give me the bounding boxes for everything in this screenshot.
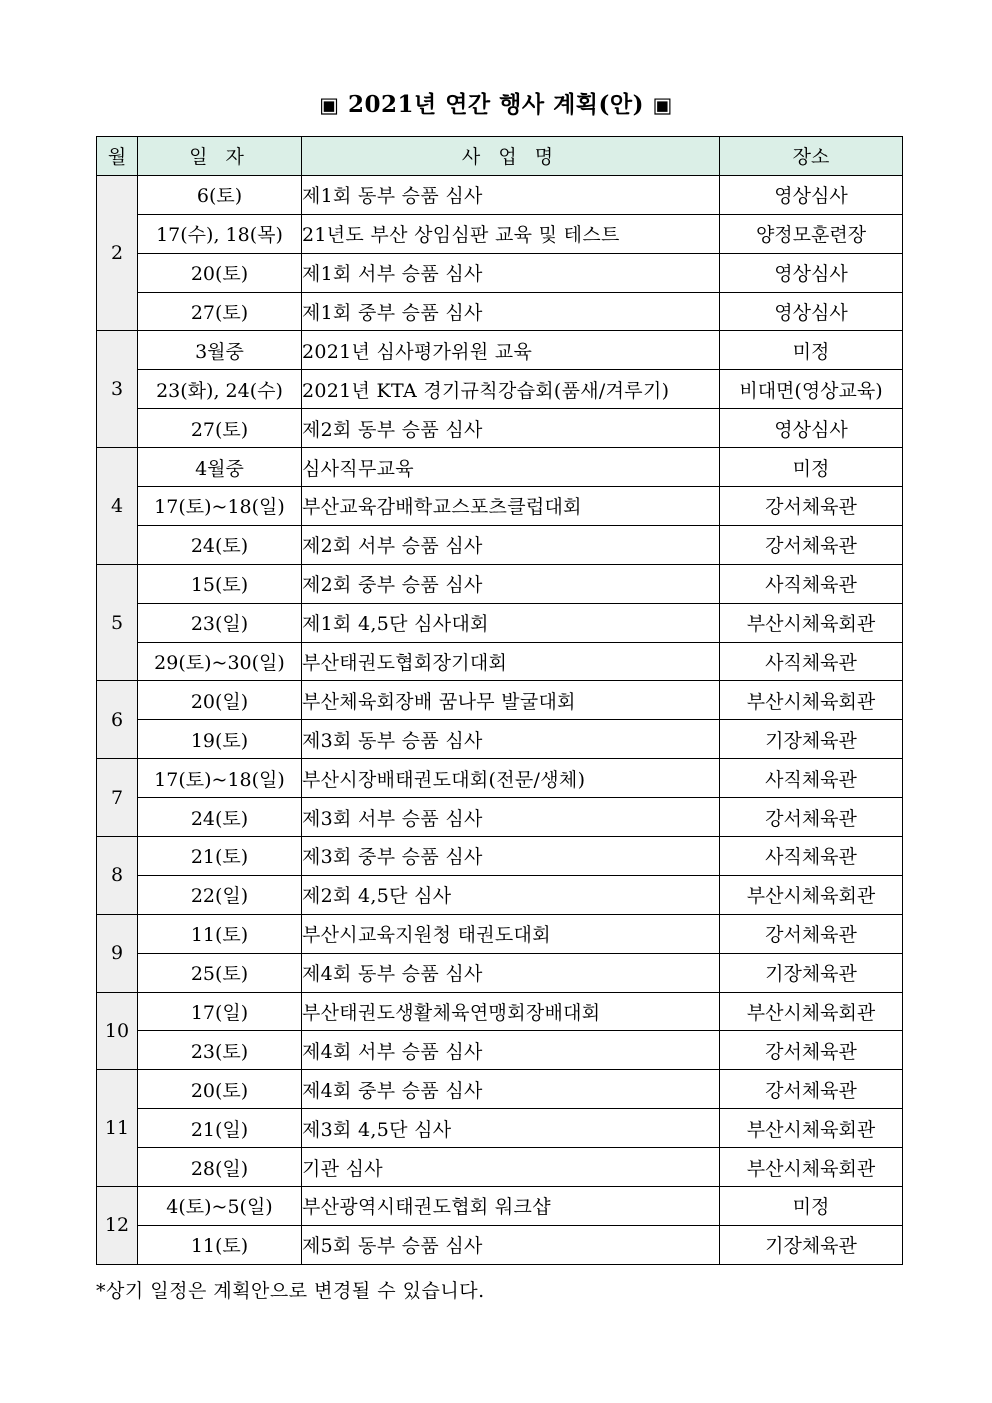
event-cell: 제2회 4,5단 심사 (302, 875, 720, 914)
event-cell: 제1회 중부 승품 심사 (302, 292, 720, 331)
table-row (97, 603, 903, 642)
date-cell: 20(토) (138, 1070, 302, 1109)
event-cell: 기관 심사 (302, 1148, 720, 1187)
table-row (97, 875, 903, 914)
place-cell: 사직체육관 (720, 564, 903, 603)
event-cell: 제4회 동부 승품 심사 (302, 953, 720, 992)
date-cell: 27(토) (138, 292, 302, 331)
header-place: 장소 (720, 137, 903, 176)
date-cell: 4월중 (138, 448, 302, 487)
event-cell: 제1회 4,5단 심사대회 (302, 603, 720, 642)
event-cell: 부산광역시태권도협회 워크샵 (302, 1187, 720, 1226)
place-cell: 강서체육관 (720, 914, 903, 953)
date-cell: 11(토) (138, 1225, 302, 1264)
place-cell: 미정 (720, 331, 903, 370)
event-cell: 21년도 부산 상임심판 교육 및 테스트 (302, 214, 720, 253)
event-cell: 제3회 4,5단 심사 (302, 1109, 720, 1148)
place-cell: 사직체육관 (720, 642, 903, 681)
date-cell: 21(토) (138, 837, 302, 876)
footnote: *상기 일정은 계획안으로 변경될 수 있습니다. (96, 1280, 485, 1302)
event-cell: 제3회 중부 승품 심사 (302, 837, 720, 876)
table-row (97, 759, 903, 798)
date-cell: 20(일) (138, 681, 302, 720)
table-row (97, 487, 903, 526)
table-row (97, 914, 903, 953)
event-cell: 제3회 동부 승품 심사 (302, 720, 720, 759)
table-row (97, 448, 903, 487)
date-cell: 17(일) (138, 992, 302, 1031)
table-row (97, 1070, 903, 1109)
table-row (97, 253, 903, 292)
table-row (97, 1225, 903, 1264)
table-row (97, 331, 903, 370)
title-marker-left: ▣ (319, 93, 340, 117)
event-cell: 제2회 서부 승품 심사 (302, 525, 720, 564)
date-cell: 17(수), 18(목) (138, 214, 302, 253)
event-cell: 제2회 중부 승품 심사 (302, 564, 720, 603)
place-cell: 비대면(영상교육) (720, 370, 903, 409)
month-cell: 12 (97, 1187, 138, 1265)
header-row (97, 137, 903, 176)
table-row (97, 370, 903, 409)
month-cell: 4 (97, 448, 138, 565)
event-cell: 부산시교육지원청 태권도대회 (302, 914, 720, 953)
place-cell: 부산시체육회관 (720, 603, 903, 642)
place-cell: 사직체육관 (720, 837, 903, 876)
table-row (97, 409, 903, 448)
event-cell: 부산태권도생활체육연맹회장배대회 (302, 992, 720, 1031)
header-month: 월 (97, 137, 138, 176)
month-cell: 7 (97, 759, 138, 837)
date-cell: 22(일) (138, 875, 302, 914)
table-row (97, 992, 903, 1031)
table-row (97, 292, 903, 331)
place-cell: 기장체육관 (720, 720, 903, 759)
date-cell: 17(토)~18(일) (138, 759, 302, 798)
month-cell: 9 (97, 914, 138, 992)
header-event: 사 업 명 (302, 137, 720, 176)
month-cell: 10 (97, 992, 138, 1070)
event-cell: 제1회 서부 승품 심사 (302, 253, 720, 292)
place-cell: 부산시체육회관 (720, 1148, 903, 1187)
place-cell: 영상심사 (720, 292, 903, 331)
date-cell: 24(토) (138, 525, 302, 564)
place-cell: 강서체육관 (720, 1070, 903, 1109)
month-cell: 8 (97, 837, 138, 915)
table-row (97, 1109, 903, 1148)
table-row (97, 564, 903, 603)
event-cell: 심사직무교육 (302, 448, 720, 487)
date-cell: 17(토)~18(일) (138, 487, 302, 526)
event-cell: 2021년 심사평가위원 교육 (302, 331, 720, 370)
date-cell: 19(토) (138, 720, 302, 759)
table-row (97, 837, 903, 876)
place-cell: 부산시체육회관 (720, 1109, 903, 1148)
date-cell: 25(토) (138, 953, 302, 992)
table-row (97, 642, 903, 681)
date-cell: 23(토) (138, 1031, 302, 1070)
place-cell: 미정 (720, 448, 903, 487)
place-cell: 강서체육관 (720, 487, 903, 526)
date-cell: 11(토) (138, 914, 302, 953)
place-cell: 영상심사 (720, 175, 903, 214)
date-cell: 23(일) (138, 603, 302, 642)
date-cell: 29(토)~30(일) (138, 642, 302, 681)
event-cell: 제4회 중부 승품 심사 (302, 1070, 720, 1109)
table-row (97, 681, 903, 720)
event-cell: 제4회 서부 승품 심사 (302, 1031, 720, 1070)
date-cell: 4(토)~5(일) (138, 1187, 302, 1226)
date-cell: 3월중 (138, 331, 302, 370)
event-cell: 부산태권도협회장기대회 (302, 642, 720, 681)
table-row (97, 720, 903, 759)
place-cell: 영상심사 (720, 409, 903, 448)
table-row (97, 798, 903, 837)
month-cell: 11 (97, 1070, 138, 1187)
place-cell: 기장체육관 (720, 953, 903, 992)
month-cell: 3 (97, 331, 138, 448)
title-marker-right: ▣ (652, 93, 673, 117)
month-cell: 5 (97, 564, 138, 681)
table-row (97, 1031, 903, 1070)
page-title (0, 86, 992, 119)
place-cell: 강서체육관 (720, 798, 903, 837)
place-cell: 강서체육관 (720, 1031, 903, 1070)
place-cell: 영상심사 (720, 253, 903, 292)
month-cell: 6 (97, 681, 138, 759)
table-row (97, 525, 903, 564)
table-row (97, 1148, 903, 1187)
date-cell: 27(토) (138, 409, 302, 448)
place-cell: 양정모훈련장 (720, 214, 903, 253)
place-cell: 기장체육관 (720, 1225, 903, 1264)
date-cell: 28(일) (138, 1148, 302, 1187)
date-cell: 15(토) (138, 564, 302, 603)
date-cell: 24(토) (138, 798, 302, 837)
place-cell: 부산시체육회관 (720, 992, 903, 1031)
event-cell: 제2회 동부 승품 심사 (302, 409, 720, 448)
date-cell: 20(토) (138, 253, 302, 292)
place-cell: 부산시체육회관 (720, 875, 903, 914)
table-row (97, 214, 903, 253)
event-cell: 2021년 KTA 경기규칙강습회(품새/겨루기) (302, 370, 720, 409)
schedule-table (96, 136, 903, 1265)
event-cell: 제5회 동부 승품 심사 (302, 1225, 720, 1264)
date-cell: 21(일) (138, 1109, 302, 1148)
event-cell: 제1회 동부 승품 심사 (302, 175, 720, 214)
month-cell: 2 (97, 175, 138, 331)
event-cell: 부산체육회장배 꿈나무 발굴대회 (302, 681, 720, 720)
schedule-body (97, 175, 903, 1264)
place-cell: 사직체육관 (720, 759, 903, 798)
title-text: 2021년 연간 행사 계획(안) (347, 91, 645, 118)
place-cell: 강서체육관 (720, 525, 903, 564)
place-cell: 미정 (720, 1187, 903, 1226)
header-date: 일 자 (138, 137, 302, 176)
event-cell: 부산교육감배학교스포츠클럽대회 (302, 487, 720, 526)
event-cell: 부산시장배태권도대회(전문/생체) (302, 759, 720, 798)
table-row (97, 953, 903, 992)
table-row (97, 1187, 903, 1226)
event-cell: 제3회 서부 승품 심사 (302, 798, 720, 837)
place-cell: 부산시체육회관 (720, 681, 903, 720)
date-cell: 23(화), 24(수) (138, 370, 302, 409)
table-row (97, 175, 903, 214)
date-cell: 6(토) (138, 175, 302, 214)
